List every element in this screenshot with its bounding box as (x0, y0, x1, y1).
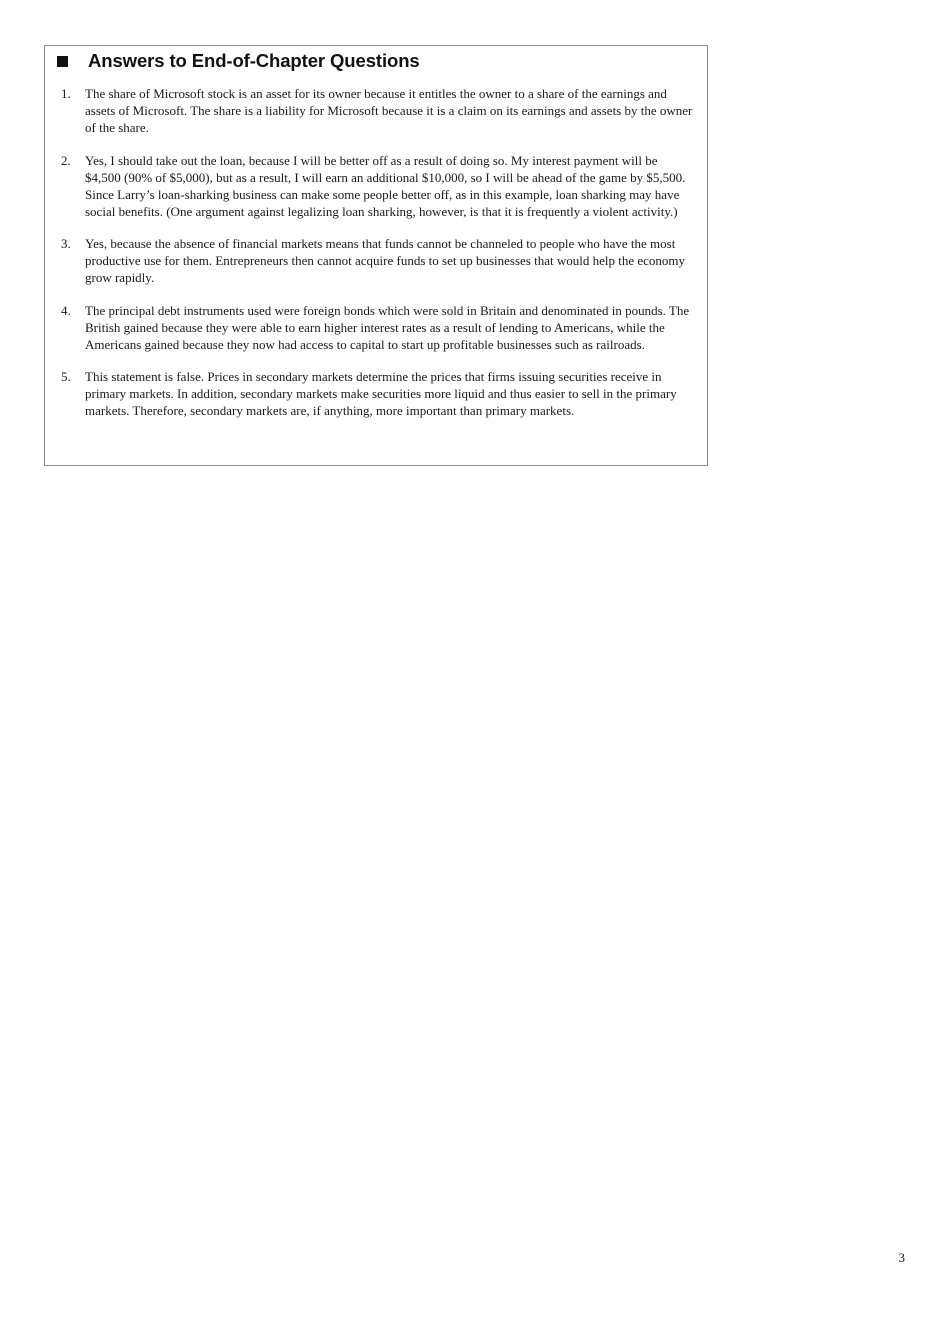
answer-number: 3. (61, 236, 71, 251)
square-bullet-icon (57, 56, 68, 67)
answer-item (45, 152, 707, 220)
answer-text: Yes, I should take out the loan, because I will be better off as a result of doing so. My interest payment will be $4,500 (90% of $5,000), but as a result, I will earn an additional $10,000, so I will be ahead of the game by $5,500. Since Larry’s loan-sharking business can make some people better off, as in this example, loan sharking may have social benefits. (One argument against legalizing loan sharking, however, is that it is frequently a violent activity.) (85, 152, 686, 219)
answer-text: This statement is false. Prices in secondary markets determine the prices that firms issuing securities receive in primary markets. In addition, secondary markets make securities more liquid and thus easier to sell in the primary markets. Therefore, secondary markets are, if anything, more important than primary markets. (85, 369, 677, 418)
answer-number: 4. (61, 302, 71, 318)
section-header (45, 46, 707, 76)
answer-number: 5. (61, 369, 71, 384)
answer-item (45, 85, 707, 136)
section-title: Answers to End-of-Chapter Questions (88, 50, 420, 71)
answer-number: 2. (61, 152, 71, 168)
answer-item (45, 368, 707, 419)
answer-list (45, 85, 707, 419)
answer-number: 1. (61, 86, 71, 101)
answers-box (44, 45, 708, 466)
page-number: 3 (898, 1250, 905, 1265)
answer-item (45, 235, 707, 286)
answer-item (45, 302, 707, 353)
answer-text: The principal debt instruments used were foreign bonds which were sold in Britain and denominated in pounds. The British gained because they were able to earn higher interest rates as a result of lending to Americans, while the Americans gained because they now had access to capital to start up profitable businesses such as railroads. (85, 302, 690, 352)
answer-text: The share of Microsoft stock is an asset for its owner because it entitles the owner to a share of the earnings and assets of Microsoft. The share is a liability for Microsoft because it is a claim on its earnings and assets by the owner of the share. (85, 86, 693, 135)
answer-text: Yes, because the absence of financial markets means that funds cannot be channeled to people who have the most productive use for them. Entrepreneurs then cannot acquire funds to set up businesses that would help the economy grow rapidly. (85, 236, 686, 285)
